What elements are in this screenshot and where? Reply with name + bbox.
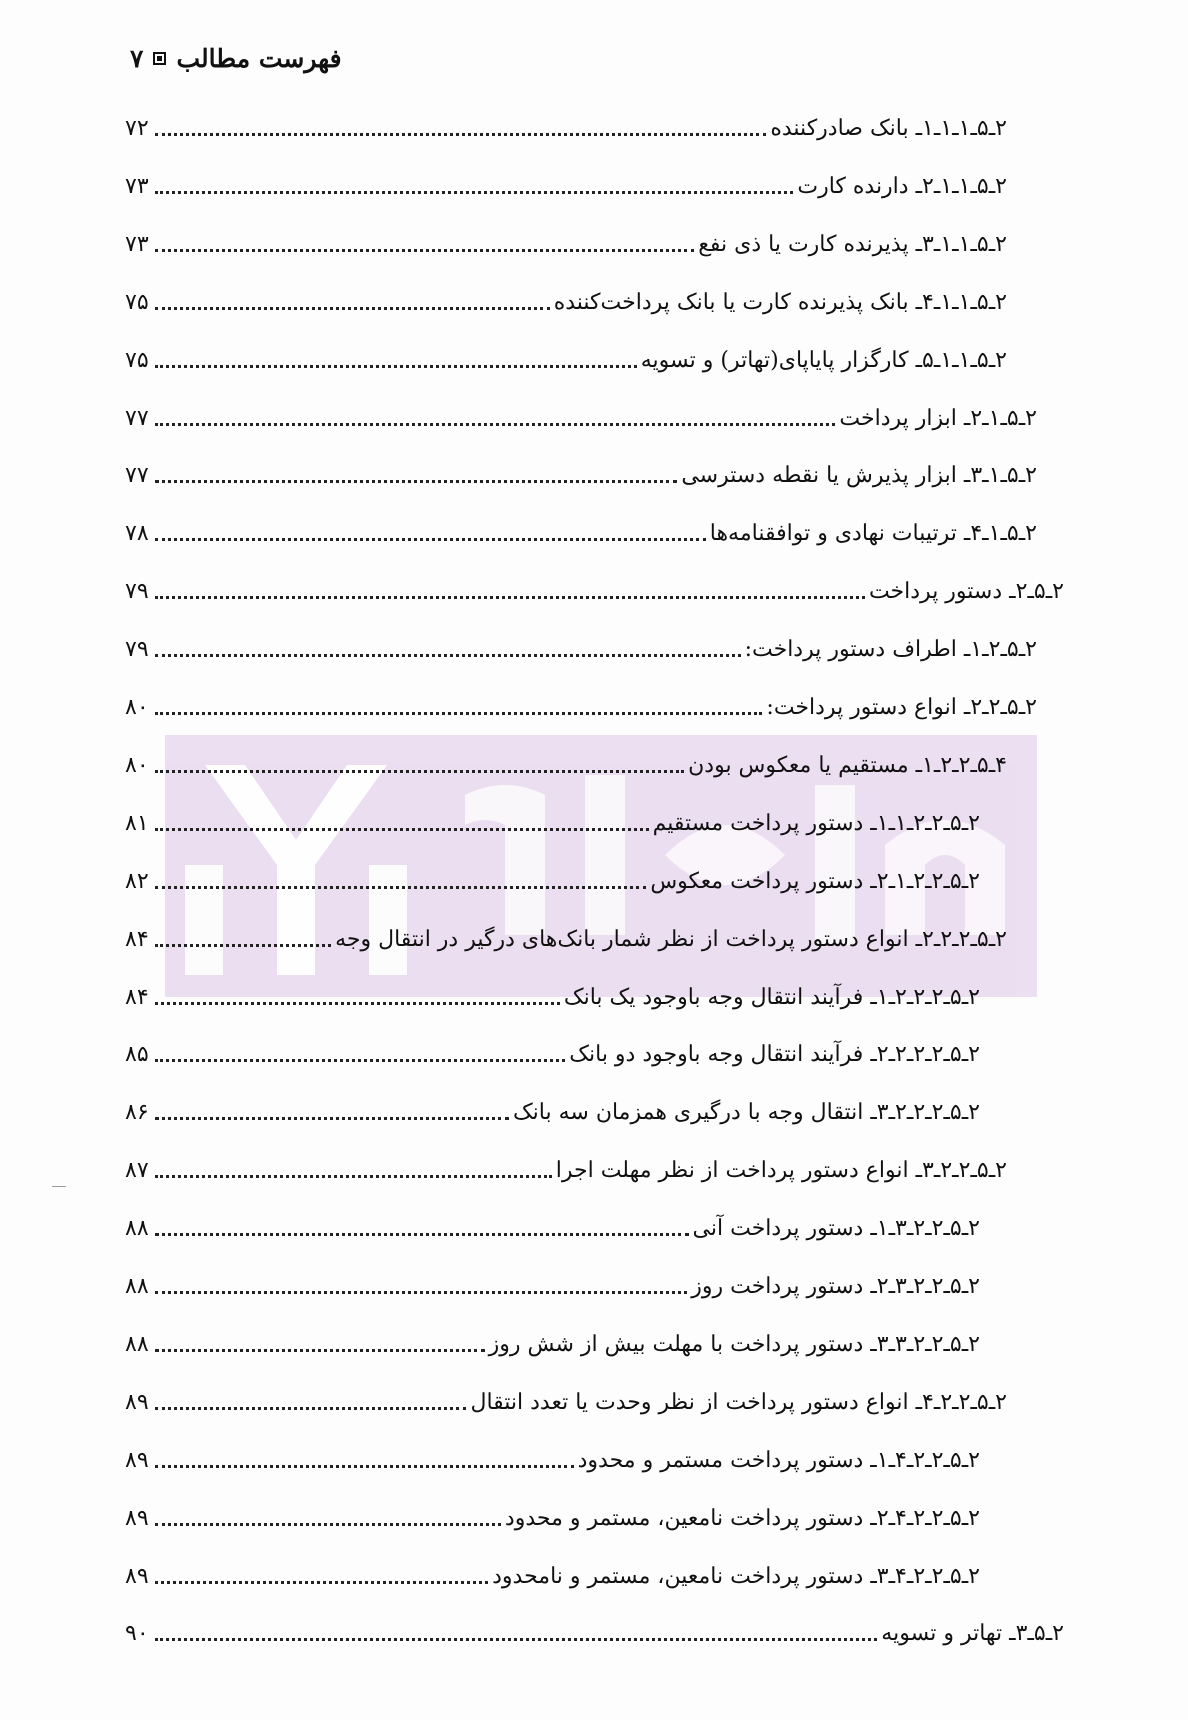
square-bullet-icon	[153, 52, 166, 65]
margin-mark	[52, 1186, 66, 1187]
toc-entry-title: ۲ـ۵ـ۱ـ۴ـ ترتیبات نهادی و توافقنامه‌ها	[709, 521, 1037, 546]
toc-entry-title: ۲ـ۵ـ۱ـ۱ـ۳ـ پذیرنده کارت یا ذی نفع	[698, 232, 1007, 257]
toc-entry-title: ۲ـ۵ـ۲ـ۲ـ۴ـ۳ـ دستور پرداخت نامعین، مستمر و نامحدود	[492, 1564, 980, 1589]
toc-entry-page-number: ۸۹	[125, 1506, 149, 1531]
toc-entry[interactable]	[125, 679, 1037, 723]
toc-entry-page-number: ۸۶	[125, 1100, 149, 1125]
toc-entry[interactable]	[125, 853, 980, 897]
toc-dot-leader	[155, 1465, 574, 1468]
toc-entry[interactable]	[125, 505, 1037, 549]
toc-dot-leader	[155, 307, 550, 310]
toc-entry-page-number: ۷۵	[125, 348, 149, 373]
toc-entry-title: ۲ـ۵ـ۲ـ۲ـ۴ـ انواع دستور پرداخت از نظر وحدت یا تعدد انتقال	[470, 1390, 1007, 1415]
toc-entry-title: ۲ـ۵ـ۲ـ۲ـ۴ـ۲ـ دستور پرداخت نامعین، مستمر و محدود	[504, 1506, 980, 1531]
toc-entry-page-number: ۷۵	[125, 290, 149, 315]
toc-entry-page-number: ۷۹	[125, 637, 149, 662]
toc-dot-leader	[155, 1523, 501, 1526]
toc-dot-leader	[155, 1117, 509, 1120]
toc-entry-title: ۲ـ۵ـ۲ـ۲ـ۳ـ انواع دستور پرداخت از نظر مهلت اجرا	[555, 1158, 1007, 1183]
toc-entry-title: ۲ـ۵ـ۲ـ۲ـ۲ـ۱ـ فرآیند انتقال وجه باوجود یک بانک	[563, 985, 980, 1010]
toc-entry[interactable]	[125, 1490, 980, 1534]
toc-entry-title: ۲ـ۵ـ۲ـ۲ـ۲ـ انواع دستور پرداخت از نظر شمار بانک‌های درگیر در انتقال وجه	[335, 927, 1007, 952]
toc-entry-title: ۲ـ۵ـ۳ـ تهاتر و تسویه	[881, 1621, 1064, 1646]
toc-entry[interactable]	[125, 216, 1007, 260]
toc-entry-page-number: ۸۱	[125, 811, 149, 836]
toc-dot-leader	[155, 828, 649, 831]
toc-entry-page-number: ۸۹	[125, 1448, 149, 1473]
toc-entry[interactable]	[125, 390, 1037, 434]
toc-dot-leader	[155, 249, 695, 252]
running-header	[130, 38, 1058, 78]
toc-entry-title: ۲ـ۵ـ۱ـ۱ـ۱ـ بانک صادرکننده	[770, 116, 1007, 141]
toc-entry-title: ۲ـ۵ـ۱ـ۳ـ ابزار پذیرش یا نقطه دسترسی	[681, 463, 1037, 488]
toc-entry[interactable]	[125, 911, 1007, 955]
header-title: فهرست مطالب	[176, 43, 342, 73]
toc-entry-title: ۲ـ۵ـ۲ـ۱ـ اطراف دستور پرداخت:	[744, 637, 1037, 662]
toc-dot-leader	[155, 1291, 688, 1294]
toc-entry-title: ۴ـ۵ـ۲ـ۲ـ۱ـ مستقیم یا معکوس بودن	[688, 753, 1007, 778]
toc-entry-page-number: ۸۸	[125, 1274, 149, 1299]
toc-entry[interactable]	[125, 1316, 980, 1360]
toc-entry[interactable]	[125, 158, 1007, 202]
toc-entry-title: ۲ـ۵ـ۲ـ۲ـ۳ـ۲ـ دستور پرداخت روز	[691, 1274, 980, 1299]
toc-entry-page-number: ۷۸	[125, 521, 149, 546]
toc-entry[interactable]	[125, 795, 980, 839]
toc-entry-title: ۲ـ۵ـ۱ـ۲ـ ابزار پرداخت	[839, 406, 1037, 431]
toc-entry[interactable]	[125, 1605, 1064, 1649]
toc-entry-page-number: ۷۳	[125, 174, 149, 199]
toc-dot-leader	[155, 770, 684, 773]
toc-dot-leader	[155, 712, 763, 715]
toc-entry-title: ۲ـ۵ـ۲ـ۲ـ انواع دستور پرداخت:	[766, 695, 1037, 720]
toc-entry-page-number: ۷۷	[125, 406, 149, 431]
toc-entry-page-number: ۹۰	[125, 1621, 149, 1646]
toc-entry[interactable]	[125, 563, 1064, 607]
toc-entry-page-number: ۸۴	[125, 927, 149, 952]
toc-entry[interactable]	[125, 100, 1007, 144]
toc-entry[interactable]	[125, 332, 1007, 376]
toc-entry-title: ۲ـ۵ـ۲ـ۲ـ۳ـ۱ـ دستور پرداخت آنی	[692, 1216, 980, 1241]
toc-entry-title: ۲ـ۵ـ۲ـ۲ـ۱ـ۱ـ دستور پرداخت مستقیم	[652, 811, 980, 836]
toc-entry[interactable]	[125, 621, 1037, 665]
toc-entry-page-number: ۸۹	[125, 1564, 149, 1589]
toc-entry-title: ۲ـ۵ـ۱ـ۱ـ۴ـ بانک پذیرنده کارت یا بانک پرداخت‌کننده	[553, 290, 1007, 315]
toc-entry-title: ۲ـ۵ـ۱ـ۱ـ۵ـ کارگزار پایاپای(تهاتر) و تسویه	[640, 348, 1007, 373]
toc-entry-title: ۲ـ۵ـ۱ـ۱ـ۲ـ دارنده کارت	[797, 174, 1007, 199]
toc-entry-title: ۲ـ۵ـ۲ـ۲ـ۲ـ۲ـ فرآیند انتقال وجه باوجود دو بانک	[569, 1042, 980, 1067]
toc-dot-leader	[155, 1233, 689, 1236]
toc-dot-leader	[155, 480, 678, 483]
toc-entry[interactable]	[125, 737, 1007, 781]
toc-dot-leader	[155, 596, 865, 599]
toc-entry[interactable]	[125, 1084, 980, 1128]
toc-entry[interactable]	[125, 1258, 980, 1302]
toc-entry[interactable]	[125, 1548, 980, 1592]
toc-dot-leader	[155, 1002, 560, 1005]
toc-dot-leader	[155, 1407, 467, 1410]
toc-entry[interactable]	[125, 274, 1007, 318]
toc-dot-leader	[155, 538, 706, 541]
toc-dot-leader	[155, 654, 741, 657]
toc-entry-page-number: ۸۹	[125, 1390, 149, 1415]
toc-entry-page-number: ۸۰	[125, 753, 149, 778]
toc-entry-page-number: ۸۸	[125, 1332, 149, 1357]
toc-dot-leader	[155, 423, 836, 426]
toc-entry-page-number: ۸۵	[125, 1042, 149, 1067]
toc-entry[interactable]	[125, 447, 1037, 491]
toc-entry-page-number: ۸۲	[125, 869, 149, 894]
toc-entry-title: ۲ـ۵ـ۲ـ۲ـ۳ـ۳ـ دستور پرداخت با مهلت بیش از شش روز	[488, 1332, 980, 1357]
toc-dot-leader	[155, 944, 331, 947]
toc-entry-page-number: ۷۲	[125, 116, 149, 141]
toc-entry[interactable]	[125, 969, 980, 1013]
toc-entry-page-number: ۸۸	[125, 1216, 149, 1241]
toc-entry-page-number: ۷۷	[125, 463, 149, 488]
toc-entry[interactable]	[125, 1374, 1007, 1418]
toc-dot-leader	[155, 1349, 485, 1352]
header-page-number: ۷	[130, 43, 144, 73]
toc-dot-leader	[155, 1581, 488, 1584]
toc-dot-leader	[155, 886, 647, 889]
toc-entry-page-number: ۸۴	[125, 985, 149, 1010]
toc-entry[interactable]	[125, 1026, 980, 1070]
toc-entry[interactable]	[125, 1432, 980, 1476]
toc-entry-page-number: ۸۰	[125, 695, 149, 720]
toc-entry[interactable]	[125, 1200, 980, 1244]
toc-entry-title: ۲ـ۵ـ۲ـ۲ـ۲ـ۳ـ انتقال وجه با درگیری همزمان سه بانک	[512, 1100, 980, 1125]
toc-entry-page-number: ۷۳	[125, 232, 149, 257]
toc-entry-title: ۲ـ۵ـ۲ـ۲ـ۴ـ۱ـ دستور پرداخت مستمر و محدود	[577, 1448, 980, 1473]
toc-dot-leader	[155, 1175, 552, 1178]
toc-entry-page-number: ۷۹	[125, 579, 149, 604]
toc-dot-leader	[155, 133, 767, 136]
toc-dot-leader	[155, 1638, 878, 1641]
toc-dot-leader	[155, 365, 637, 368]
toc-dot-leader	[155, 191, 794, 194]
toc-entry-title: ۲ـ۵ـ۲ـ دستور پرداخت	[868, 579, 1064, 604]
toc-entry-title: ۲ـ۵ـ۲ـ۲ـ۱ـ۲ـ دستور پرداخت معکوس	[650, 869, 980, 894]
toc-dot-leader	[155, 1059, 566, 1062]
toc-entry-page-number: ۸۷	[125, 1158, 149, 1183]
toc-entry[interactable]	[125, 1142, 1007, 1186]
